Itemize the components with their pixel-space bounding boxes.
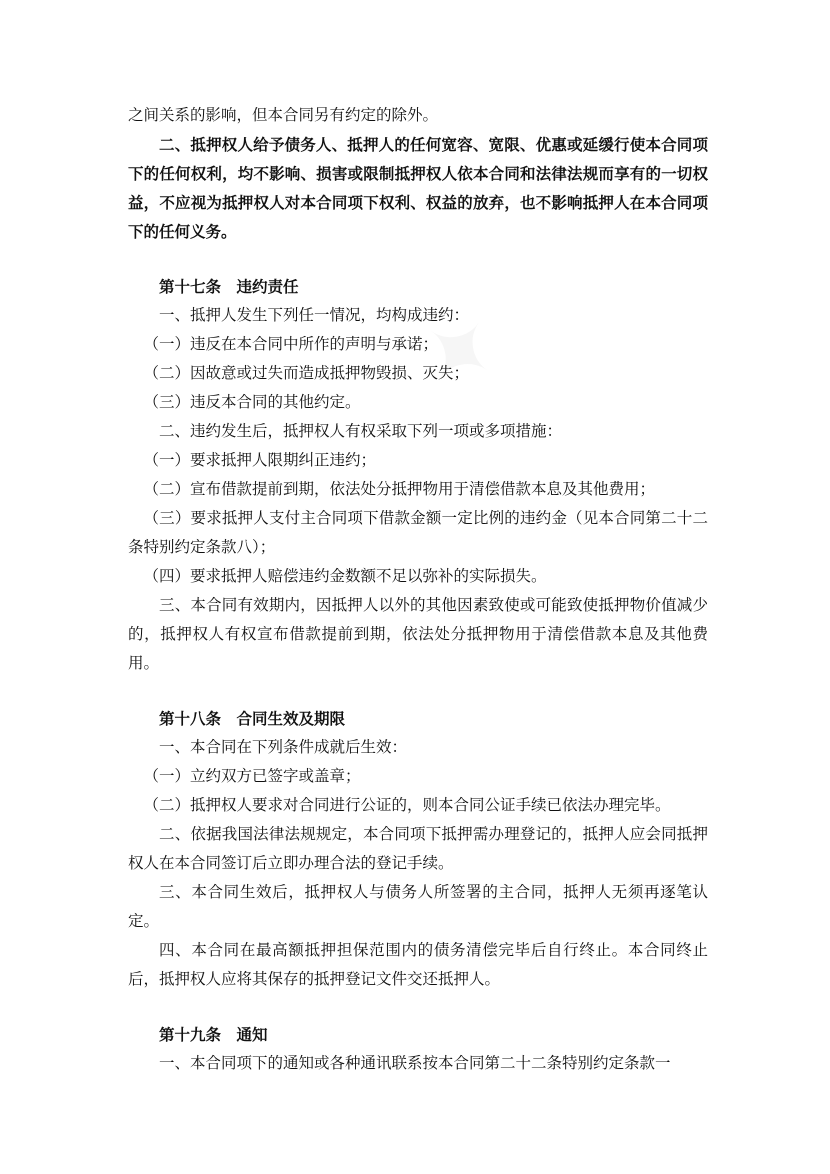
article-17-item-2-1: （一）要求抵押人限期纠正违约； bbox=[143, 451, 377, 469]
article-17-item-1-3: （三）违反本合同的其他约定。 bbox=[143, 393, 361, 411]
article-17-number: 第十七条 bbox=[159, 277, 222, 296]
article-17-item-3: 三、本合同有效期内，因抵押人以外的其他因素致使或可能致使抵押物价值减少的，抵押权人有权宣布借款提前到期，依法处分抵押物用于清偿借款本息及其他费用。 bbox=[128, 596, 708, 672]
paragraph-intro: 之间关系的影响，但本合同另有约定的除外。 bbox=[128, 106, 439, 124]
article-18-item-2: 二、依据我国法律法规规定，本合同项下抵押需办理登记的，抵押人应会同抵押权人在本合同签订后立即办理合法的登记手续。 bbox=[128, 825, 708, 872]
article-18-item-1-1: （一）立约双方已签字或盖章； bbox=[143, 767, 361, 785]
article-18-item-4: 四、本合同在最高额抵押担保范围内的债务清偿完毕后自行终止。本合同终止后，抵押权人应将其保存的抵押登记文件交还抵押人。 bbox=[128, 941, 708, 988]
article-18-item-1: 一、本合同在下列条件成就后生效： bbox=[159, 738, 408, 756]
article-18-item-1-2: （二）抵押权人要求对合同进行公证的，则本合同公证手续已依法办理完毕。 bbox=[143, 796, 671, 814]
document-body bbox=[128, 101, 708, 1078]
article-19-number: 第十九条 bbox=[159, 1025, 222, 1044]
article-18-heading bbox=[128, 704, 708, 733]
watermark-1: ✦ bbox=[396, 287, 519, 418]
article-17-item-1-2: （二）因故意或过失而造成抵押物毁损、灭失； bbox=[143, 364, 470, 382]
article-19-title: 通知 bbox=[236, 1025, 268, 1044]
article-17-item-2-4: （四）要求抵押人赔偿违约金数额不足以弥补的实际损失。 bbox=[143, 567, 547, 585]
article-18-number: 第十八条 bbox=[159, 709, 222, 728]
article-17-item-1: 一、抵押人发生下列任一情况，均构成违约： bbox=[159, 306, 470, 324]
article-17-heading bbox=[128, 272, 708, 301]
article-17-item-1-1: （一）违反在本合同中所作的声明与承诺； bbox=[143, 335, 439, 353]
article-18-item-3: 三、本合同生效后，抵押权人与债务人所签署的主合同，抵押人无须再逐笔认定。 bbox=[128, 883, 708, 930]
section-gap bbox=[128, 678, 708, 704]
paragraph-clause-2-bold: 二、抵押权人给予债务人、抵押人的任何宽容、宽限、优惠或延缓行使本合同项下的任何权利，均不影响、损害或限制抵押权人依本合同和法律法规而享有的一切权益，不应视为抵押权人对本合同项下权利、权益的放弃，也不影响抵押人在本合同项下的任何义务。 bbox=[128, 135, 708, 241]
article-17-item-2-3: （三）要求抵押人支付主合同项下借款金额一定比例的违约金（见本合同第二十二条特别约定条款八）； bbox=[128, 509, 708, 556]
article-17-title: 违约责任 bbox=[236, 277, 299, 296]
section-gap bbox=[128, 994, 708, 1020]
article-19-item-1: 一、本合同项下的通知或各种通讯联系按本合同第二十二条特别约定条款一 bbox=[159, 1054, 671, 1072]
article-17-item-2: 二、违约发生后，抵押权人有权采取下列一项或多项措施： bbox=[159, 422, 563, 440]
article-17-item-2-2: （二）宣布借款提前到期，依法处分抵押物用于清偿借款本息及其他费用； bbox=[143, 480, 656, 498]
section-gap bbox=[128, 246, 708, 272]
article-18-title: 合同生效及期限 bbox=[236, 709, 346, 728]
article-19-heading bbox=[128, 1020, 708, 1049]
